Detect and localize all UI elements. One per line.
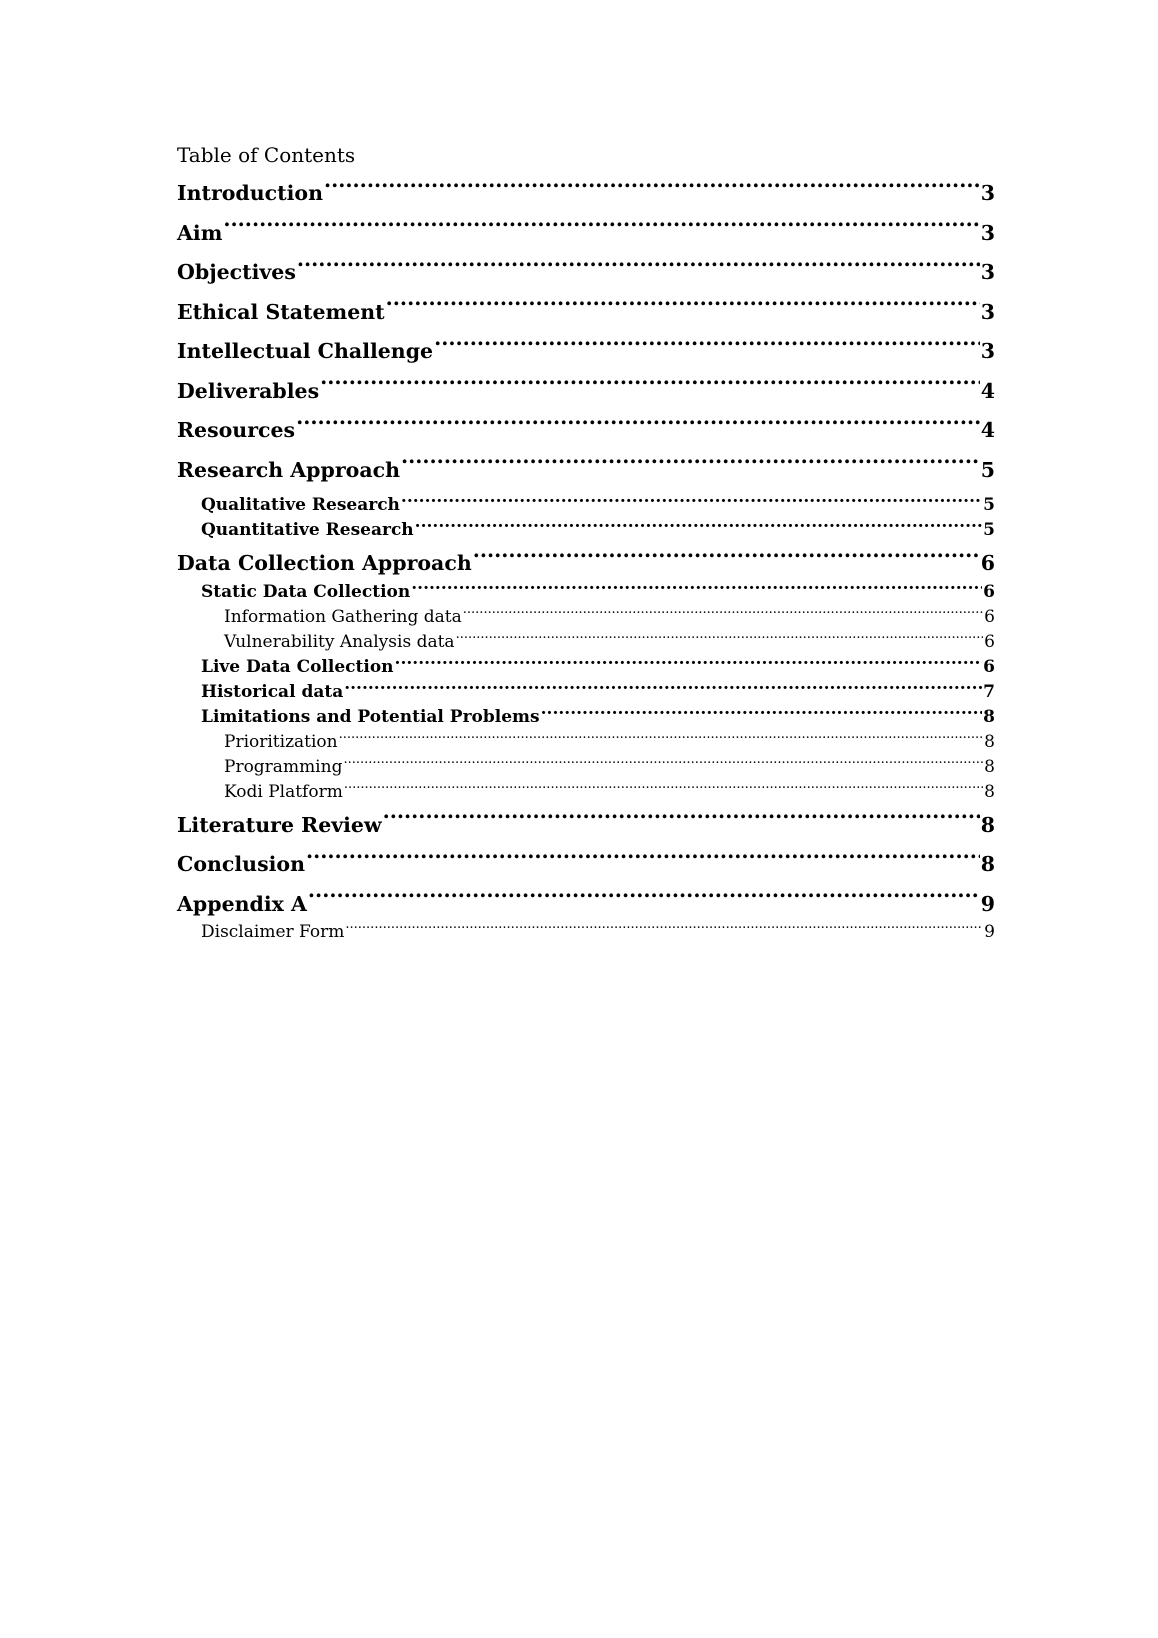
dot-leader xyxy=(541,702,983,722)
toc-page-number: 8 xyxy=(983,706,995,727)
toc-page-number: 9 xyxy=(984,922,995,942)
toc-entry-label: Ethical Statement xyxy=(177,299,385,324)
toc-entry-quantitative-research[interactable] xyxy=(177,515,995,540)
toc-page-number: 6 xyxy=(984,606,995,627)
dot-leader xyxy=(344,677,982,697)
toc-entry-vulnerability-analysis-data[interactable] xyxy=(177,627,995,652)
toc-entry-label: Quantitative Research xyxy=(201,520,414,540)
toc-entry-label: Programming xyxy=(224,756,343,777)
toc-entry-label: Qualitative Research xyxy=(201,495,400,515)
toc-entry-label: Research Approach xyxy=(177,457,400,482)
dot-leader xyxy=(395,652,983,672)
toc-page-number: 3 xyxy=(980,339,995,363)
dot-leader xyxy=(296,413,980,437)
toc-entry-label: Conclusion xyxy=(177,852,305,876)
toc-entry-objectives[interactable] xyxy=(177,253,995,293)
toc-entry-static-data-collection[interactable] xyxy=(177,577,995,602)
dot-leader xyxy=(401,453,980,477)
toc-entry-label: Data Collection Approach xyxy=(177,551,472,575)
toc-entry-label: Historical data xyxy=(201,681,344,702)
toc-entry-disclaimer-form[interactable] xyxy=(177,917,995,942)
toc-entry-label: Kodi Platform xyxy=(224,781,343,802)
toc-title: Table of Contents xyxy=(177,143,356,167)
dot-leader xyxy=(343,752,983,772)
table-of-contents xyxy=(177,138,995,942)
toc-entry-label: Disclaimer Form xyxy=(201,922,345,942)
toc-entry-intellectual-challenge[interactable] xyxy=(177,332,995,372)
dot-leader xyxy=(339,727,984,747)
toc-page-number: 8 xyxy=(980,852,995,876)
toc-page-number: 8 xyxy=(984,731,995,752)
toc-entry-label: Intellectual Challenge xyxy=(177,339,434,363)
toc-page-number: 3 xyxy=(980,181,995,205)
toc-entry-label: Prioritization xyxy=(224,731,338,752)
toc-entry-information-gathering-data[interactable] xyxy=(177,602,995,627)
toc-entry-label: Introduction xyxy=(177,181,323,205)
toc-entry-live-data-collection[interactable] xyxy=(177,652,995,677)
dot-leader xyxy=(308,887,980,911)
dot-leader xyxy=(344,777,983,797)
toc-page-number: 8 xyxy=(984,756,995,777)
dot-leader xyxy=(473,546,980,570)
toc-entry-label: Vulnerability Analysis data xyxy=(224,631,455,652)
toc-entry-label: Appendix A xyxy=(177,891,307,916)
toc-entry-label: Aim xyxy=(177,220,223,245)
dot-leader xyxy=(345,917,983,937)
dot-leader xyxy=(383,808,980,832)
toc-entry-limitations-and-potential-problems[interactable] xyxy=(177,702,995,727)
dot-leader xyxy=(411,577,982,597)
dot-leader xyxy=(320,374,980,398)
toc-entry-deliverables[interactable] xyxy=(177,372,995,412)
toc-page-number: 4 xyxy=(980,418,995,442)
toc-entry-label: Information Gathering data xyxy=(224,606,462,627)
toc-entry-label: Deliverables xyxy=(177,378,320,403)
toc-entry-literature-review[interactable] xyxy=(177,806,995,846)
toc-page-number: 5 xyxy=(983,495,995,515)
toc-entry-label: Static Data Collection xyxy=(201,581,411,602)
toc-entry-introduction[interactable] xyxy=(177,174,995,214)
toc-page-number: 3 xyxy=(980,299,995,324)
toc-entry-qualitative-research[interactable] xyxy=(177,490,995,515)
dot-leader xyxy=(324,176,980,200)
toc-page-number: 6 xyxy=(983,581,995,602)
toc-entry-label: Objectives xyxy=(177,260,296,284)
dot-leader xyxy=(415,515,982,535)
toc-page-number: 9 xyxy=(980,891,995,916)
toc-page-number: 6 xyxy=(984,631,995,652)
toc-page-number: 6 xyxy=(980,551,995,575)
toc-page-number: 7 xyxy=(983,681,995,702)
dot-leader xyxy=(386,295,980,319)
toc-page-number: 3 xyxy=(980,260,995,284)
toc-entry-ethical-statement[interactable] xyxy=(177,293,995,333)
dot-leader xyxy=(456,627,984,647)
toc-page-number: 5 xyxy=(983,520,995,540)
toc-page-number: 6 xyxy=(983,656,995,677)
dot-leader xyxy=(223,216,979,240)
toc-entry-prioritization[interactable] xyxy=(177,727,995,752)
dot-leader xyxy=(434,334,980,358)
dot-leader xyxy=(463,602,983,622)
toc-page-number: 5 xyxy=(980,457,995,482)
toc-page-number: 8 xyxy=(984,781,995,802)
dot-leader xyxy=(297,255,980,279)
toc-entry-aim[interactable] xyxy=(177,214,995,254)
toc-page-number: 8 xyxy=(980,812,995,837)
toc-page-number: 3 xyxy=(980,220,995,245)
toc-entry-kodi-platform[interactable] xyxy=(177,777,995,802)
toc-entry-resources[interactable] xyxy=(177,411,995,451)
toc-entry-historical-data[interactable] xyxy=(177,677,995,702)
toc-entry-programming[interactable] xyxy=(177,752,995,777)
toc-entry-label: Resources xyxy=(177,418,296,442)
dot-leader xyxy=(401,490,982,510)
toc-entry-label: Limitations and Potential Problems xyxy=(201,706,540,727)
toc-entry-label: Live Data Collection xyxy=(201,656,394,677)
dot-leader xyxy=(306,847,980,871)
toc-page-number: 4 xyxy=(980,378,995,403)
toc-entry-conclusion[interactable] xyxy=(177,845,995,885)
toc-entry-label: Literature Review xyxy=(177,812,382,837)
toc-entry-research-approach[interactable] xyxy=(177,451,995,491)
